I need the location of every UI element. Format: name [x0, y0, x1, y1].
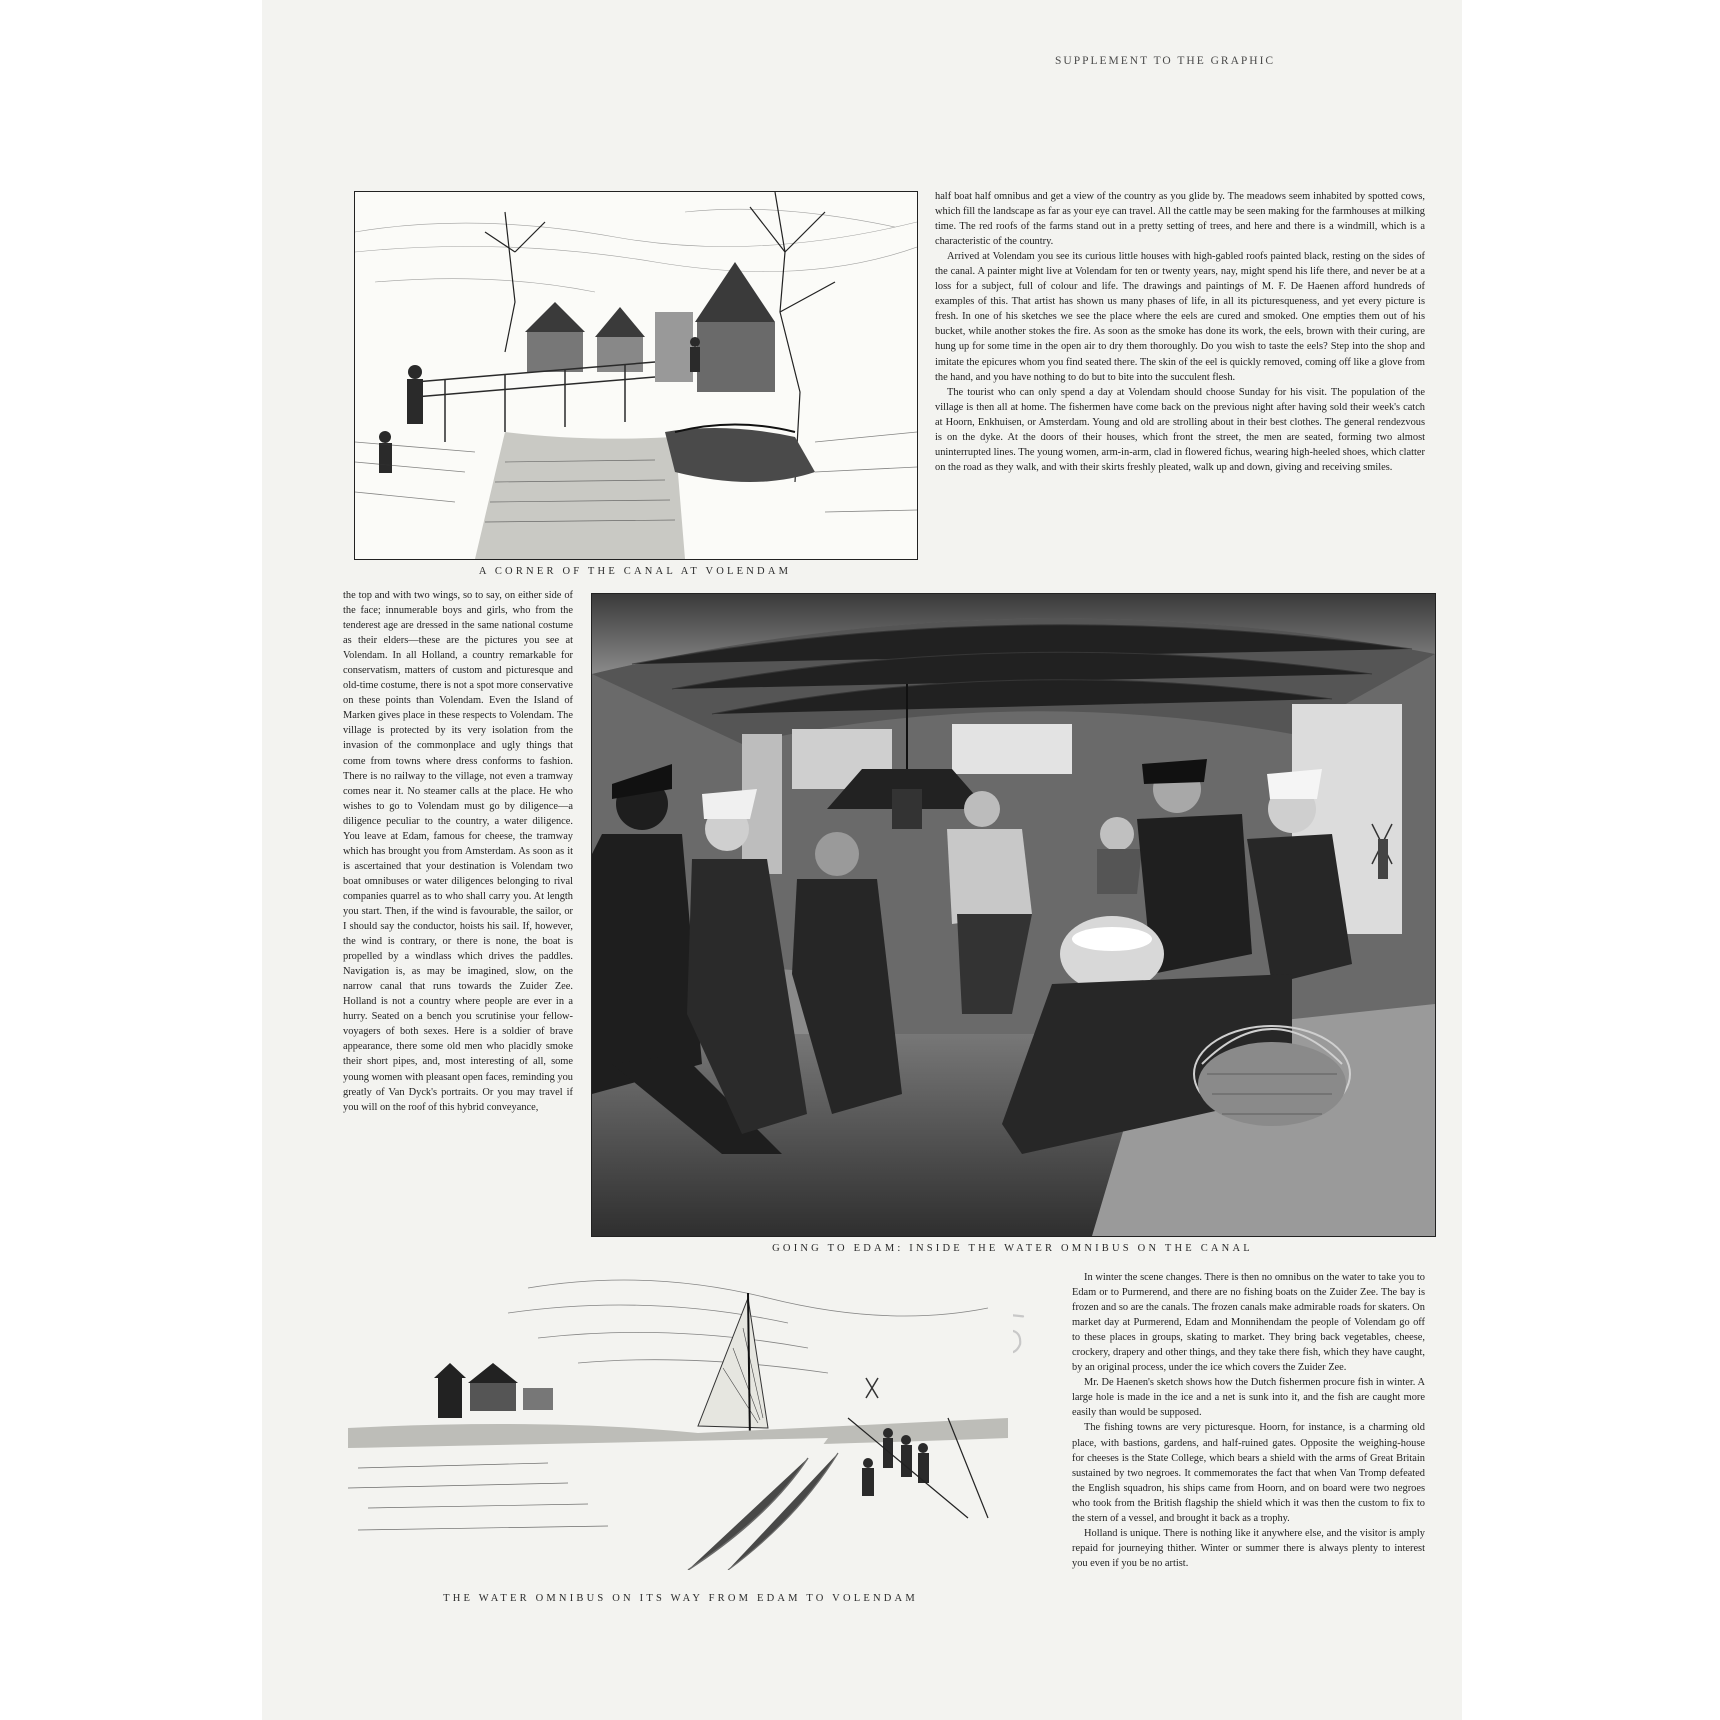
paragraph: The fishing towns are very picturesque. Hoorn, for instance, is a charming old place, with bastions, gardens, and half-ruined gates. Opposite the weighing-house for cheeses is the State College, which bears a shield with the arms of Great Britain sustained by two negroes. It commemorates the fact that when Van Tromp defeated the English squadron, his ships came from Hoorn, and on board were two negroes who took from the British flagship the shield which it was then the custom to fix to the stern of a vessel, and brought it back as a trophy.	[1072, 1422, 1425, 1524]
paragraph: The tourist who can only spend a day at Volendam should choose Sunday for his visit. The population of the village is then all at home. The fishermen have come back on the previous night after having sold their week's catch at Hoorn, Enkhuisen, or Amsterdam. Young and old are strolling about in their best clothes. The general rendezvous is on the dyke. At the doors of their houses, which front the street, the men are seated, forming two almost uninterrupted lines. The young women, arm-in-arm, clad in flowered fichus, wearing high-heeled shoes, which clatter on the road as they walk, and with their skirts freshly pleated, walk up and down, giving and receiving smiles.	[935, 386, 1425, 473]
article-left-column	[343, 588, 573, 1115]
canal-corner-engraving	[354, 191, 918, 560]
paragraph: Holland is unique. There is nothing like it anywhere else, and the visitor is amply repaid for journeying thither. Winter or summer there is always plenty to interest you even if you be no artist.	[1072, 1527, 1425, 1569]
running-header: SUPPLEMENT TO THE GRAPHIC	[1055, 55, 1276, 67]
paragraph: Arrived at Volendam you see its curious little houses with high-gabled roofs painted black, resting on the sides of the canal. A painter might live at Volendam for ten or twenty years, nay, might spend his life there, and never be at a loss for a subject, full of colour and life. The drawings and paintings of M. F. De Haenen afford hundreds of examples of this. That artist has shown us many phases of life, in all its picturesqueness, and yet every picture is fresh. In one of his sketches we see the place where the eels are cured and smoked. One empties them out of his bucket, while another stokes the fire. As soon as the smoke has done its work, the eels, brown with their curing, are hung up for some time in the open air to dry them thoroughly. Do you wish to taste the eels? Step into the shop and imitate the epicures whom you find seated there. The skin of the eel is quickly removed, coming off like a glove from the hand, and you have nothing to do but to bite into the succulent flesh.	[935, 251, 1425, 383]
paragraph: Mr. De Haenen's sketch shows how the Dutch fishermen procure fish in winter. A large hole is made in the ice and a net is sunk into it, and the fish are caught more easily than would be supposed.	[1072, 1377, 1425, 1419]
omnibus-landscape-caption: THE WATER OMNIBUS ON ITS WAY FROM EDAM TO VOLENDAM	[443, 1593, 918, 1604]
article-bottom-right-column	[1072, 1270, 1425, 1571]
canal-corner-caption: A CORNER OF THE CANAL AT VOLENDAM	[478, 566, 792, 577]
paragraph: half boat half omnibus and get a view of the country as you glide by. The meadows seem inhabited by spotted cows, which fill the landscape as far as your eye can travel. All the cattle may be seen making for the farmhouses at milking time. The red roofs of the farms stand out in a pretty setting of trees, and here and there is a windmill, which is a characteristic of the country.	[935, 191, 1425, 248]
paragraph: the top and with two wings, so to say, on either side of the face; innumerable boys and girls, who from the tenderest age are dressed in the same national costume as their elders—these are the pictures you see at Volendam. In all Holland, a country remarkable for conservatism, matters of custom and picturesque and old-time costume, there is not a spot more conservative on these points than Volendam. Even the Island of Marken gives place in these respects to Volendam. The village is protected by its very isolation from the invasion of the commonplace and ugly things that come from towns where dress conforms to fashion. There is no railway to the village, not even a tramway comes near it. No steamer calls at the place. He who wishes to go to Volendam must go by diligence—a diligence peculiar to the country, a water diligence. You leave at Edam, famous for cheese, the tramway which has brought you from Amsterdam. As soon as it is ascertained that your destination is Volendam two boat omnibuses or water diligences belonging to rival companies quarrel as to who shall carry you. At length you start. Then, if the wind is favourable, the sailor, or I should say the conductor, hoists his sail. If, however, the wind is contrary, or there is none, the boat is propelled by a windlass which drives the paddles. Navigation is, as may be imagined, slow, on the narrow canal that runs towards the Zuider Zee. Holland is not a country where people are ever in a hurry. Seated on a bench you scrutinise your fellow-voyagers of both sexes. Here is a soldier of brave appearance, there some old men who placidly smoke their short pipes, and, most interesting of all, some young women with pleasant open faces, reminding you greatly of Van Dyck's portraits. Or you may travel if you will on the roof of this hybrid conveyance,	[343, 590, 573, 1113]
omnibus-interior-illustration	[591, 593, 1436, 1237]
article-top-right-column	[935, 189, 1425, 475]
omnibus-landscape-engraving	[348, 1268, 1013, 1570]
omnibus-interior-caption: GOING TO EDAM: INSIDE THE WATER OMNIBUS ON THE CANAL	[772, 1243, 1253, 1254]
paragraph: In winter the scene changes. There is then no omnibus on the water to take you to Edam or to Purmerend, and there are no fishing boats on the Zuider Zee. The bay is frozen and so are the canals. The frozen canals make admirable roads for skaters. On market day at Purmerend, Edam and Monnihendam the people of Volendam go off to these places in groups, skating to market. They bring back vegetables, cheese, crockery, drapery and other things, and they take there fish, which they have caught, by an original process, under the ice which covers the Zuider Zee.	[1072, 1272, 1425, 1374]
